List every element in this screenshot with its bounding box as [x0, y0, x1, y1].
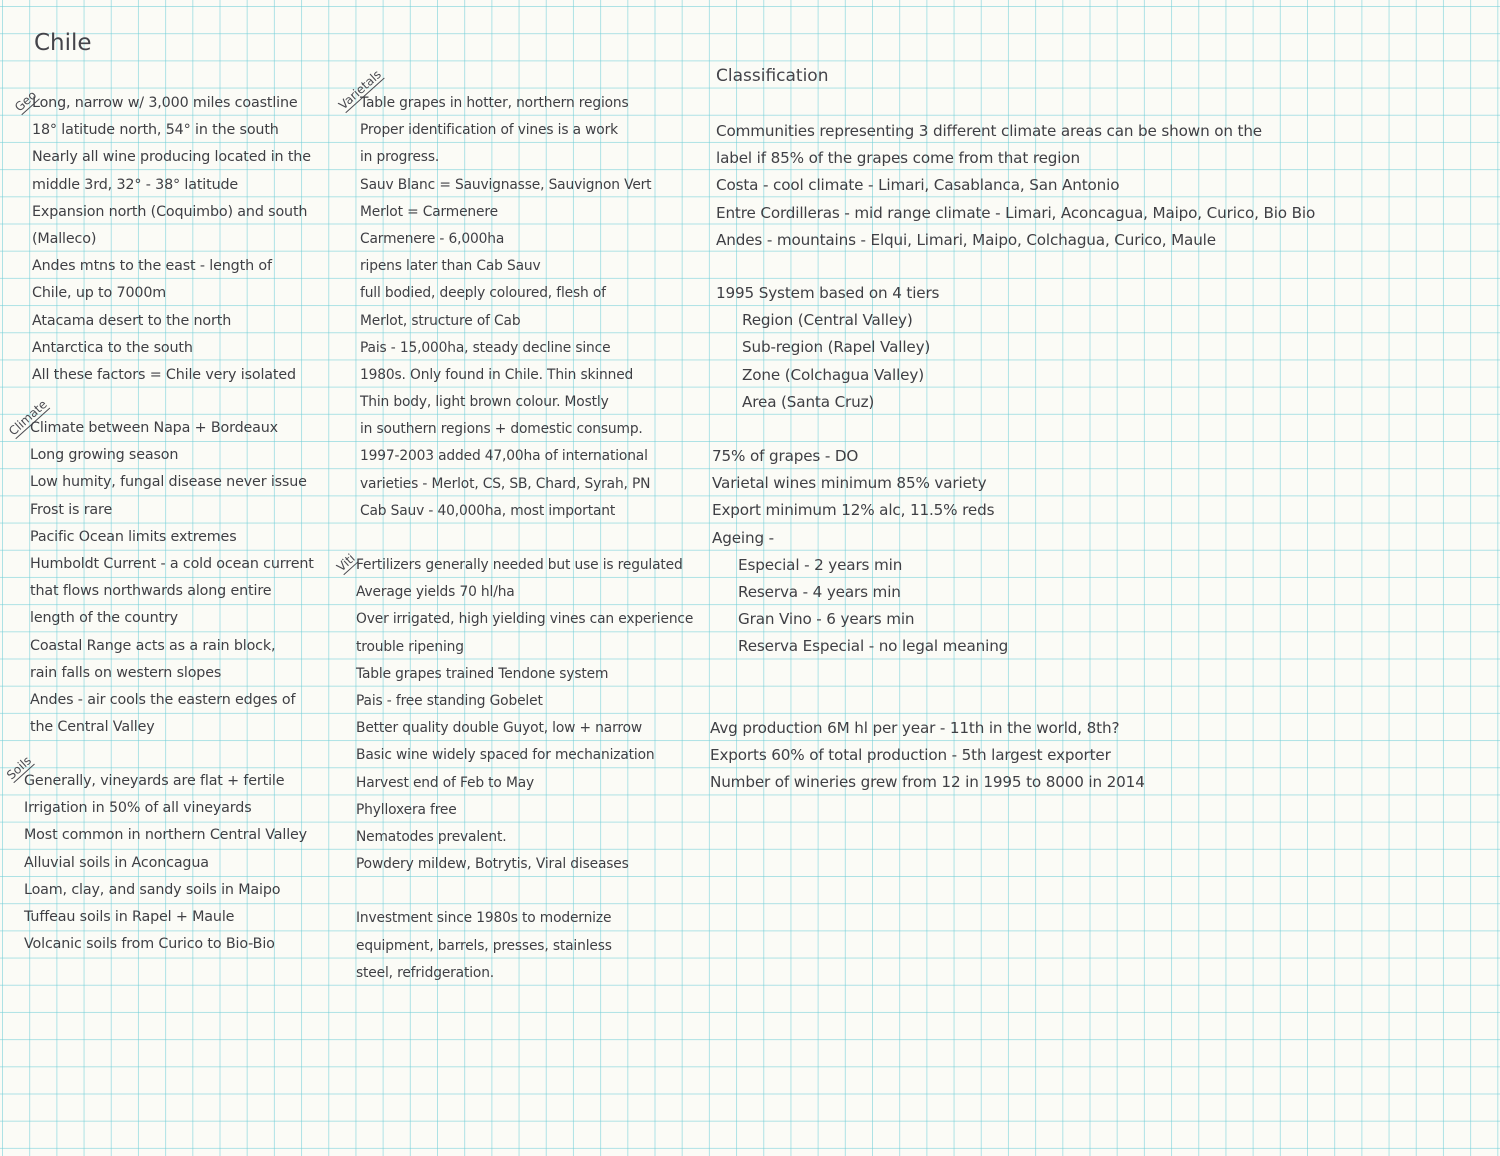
note-line: Irrigation in 50% of all vineyards — [24, 800, 252, 817]
note-line: Proper identification of vines is a work — [360, 122, 618, 139]
ageing-line: Especial - 2 years min — [738, 555, 903, 574]
ageing-line: Reserva - 4 years min — [738, 582, 901, 601]
rules-notes — [712, 443, 1008, 661]
note-line: Nematodes prevalent. — [356, 828, 507, 845]
note-line: Pais - 15,000ha, steady decline since — [360, 339, 611, 356]
note-line: Powdery mildew, Botrytis, Viral diseases — [356, 856, 629, 873]
note-line: Alluvial soils in Aconcagua — [24, 854, 209, 871]
note-line: Entre Cordilleras - mid range climate - Limari, Aconcagua, Maipo, Curico, Bio Bio — [716, 203, 1316, 222]
note-line: trouble ripening — [356, 638, 464, 655]
note-line: Sauv Blanc = Sauvignasse, Sauvignon Vert — [360, 176, 652, 193]
tier-line: Area (Santa Cruz) — [742, 392, 875, 411]
note-line: 1980s. Only found in Chile. Thin skinned — [360, 366, 634, 383]
climate-notes — [30, 415, 314, 741]
note-line: Chile, up to 7000m — [32, 285, 167, 302]
note-line: 1997-2003 added 47,00ha of international — [360, 448, 648, 465]
note-line: middle 3rd, 32° - 38° latitude — [32, 176, 239, 193]
note-line: Humboldt Current - a cold ocean current — [30, 555, 314, 572]
note-line: Merlot, structure of Cab — [360, 312, 521, 329]
note-line: Long, narrow w/ 3,000 miles coastline — [32, 95, 298, 111]
note-line: Loam, clay, and sandy soils in Maipo — [24, 881, 281, 898]
note-line: equipment, barrels, presses, stainless — [356, 937, 612, 954]
note-line: Antarctica to the south — [32, 339, 193, 356]
note-line: Export minimum 12% alc, 11.5% reds — [712, 501, 995, 520]
note-line: Over irrigated, high yielding vines can experience — [356, 611, 694, 628]
note-line: ripens later than Cab Sauv — [360, 258, 541, 275]
note-line: Pais - free standing Gobelet — [356, 692, 543, 709]
note-line: (Malleco) — [32, 230, 97, 247]
ageing-line: Gran Vino - 6 years min — [738, 610, 915, 629]
classification-heading: Classification — [716, 66, 829, 86]
note-line: Andes mtns to the east - length of — [32, 258, 272, 275]
note-line: Average yields 70 hl/ha — [356, 584, 515, 601]
note-line: Nearly all wine producing located in the — [32, 149, 311, 166]
note-line: Tuffeau soils in Rapel + Maule — [24, 908, 235, 925]
note-line: Table grapes trained Tendone system — [356, 665, 609, 682]
note-line: in southern regions + domestic consump. — [360, 421, 643, 438]
geo-notes — [32, 90, 311, 389]
note-line: that flows northwards along entire — [30, 583, 272, 600]
note-line: Table grapes in hotter, northern regions — [360, 95, 629, 111]
note-line: Costa - cool climate - Limari, Casablanca, San Antonio — [716, 176, 1120, 195]
note-line: the Central Valley — [30, 719, 155, 736]
note-line: Expansion north (Coquimbo) and south — [32, 203, 308, 220]
note-line: steel, refridgeration. — [356, 964, 495, 981]
note-line: 75% of grapes - DO — [712, 447, 859, 465]
note-line: Cab Sauv - 40,000ha, most important — [360, 502, 616, 519]
note-line: Andes - mountains - Elqui, Limari, Maipo, Colchagua, Curico, Maule — [716, 230, 1216, 249]
note-line: Generally, vineyards are flat + fertile — [24, 773, 285, 789]
note-line: rain falls on western slopes — [30, 664, 222, 681]
section-label-soils: Soils — [4, 753, 35, 783]
note-line: Basic wine widely spaced for mechanization — [356, 747, 655, 764]
note-line: 18° latitude north, 54° in the south — [32, 122, 279, 139]
note-line: Pacific Ocean limits extremes — [30, 528, 237, 545]
note-line: Low humity, fungal disease never issue — [30, 474, 307, 491]
note-line: Fertilizers generally needed but use is regulated — [356, 557, 683, 573]
section-label-geo: Geo — [12, 87, 40, 115]
note-line: Thin body, light brown colour. Mostly — [360, 394, 609, 411]
note-line: label if 85% of the grapes come from that region — [716, 149, 1080, 168]
blank-line — [356, 878, 693, 905]
ageing-line: Reserva Especial - no legal meaning — [738, 637, 1009, 656]
tier-line: Sub-region (Rapel Valley) — [742, 338, 931, 357]
note-line: varieties - Merlot, CS, SB, Chard, Syrah, PN — [360, 475, 651, 492]
tier-line: Zone (Colchagua Valley) — [742, 365, 924, 384]
note-line: Most common in northern Central Valley — [24, 827, 307, 844]
note-line: Phylloxera free — [356, 801, 457, 818]
note-line: length of the country — [30, 610, 178, 627]
note-line: Number of wineries grew from 12 in 1995 to 8000 in 2014 — [710, 773, 1145, 792]
varietals-notes — [360, 90, 651, 525]
system-notes — [716, 280, 939, 416]
viti-notes — [356, 552, 693, 987]
note-line: Coastal Range acts as a rain block, — [30, 637, 276, 654]
note-line: full bodied, deeply coloured, flesh of — [360, 285, 606, 302]
note-line: Andes - air cools the eastern edges of — [30, 691, 296, 708]
classification-notes — [716, 118, 1315, 254]
note-line: Long growing season — [30, 447, 179, 464]
note-line: 1995 System based on 4 tiers — [716, 284, 940, 302]
note-line: Ageing - — [712, 528, 774, 547]
note-line: Varietal wines minimum 85% variety — [712, 474, 987, 493]
note-line: Merlot = Carmenere — [360, 203, 498, 220]
production-notes — [710, 715, 1145, 797]
note-line: Avg production 6M hl per year - 11th in the world, 8th? — [710, 719, 1120, 737]
note-line: Better quality double Guyot, low + narrow — [356, 720, 642, 737]
soils-notes — [24, 768, 307, 958]
note-line: Volcanic soils from Curico to Bio-Bio — [24, 936, 275, 953]
note-line: All these factors = Chile very isolated — [32, 366, 296, 383]
note-line: Communities representing 3 different climate areas can be shown on the — [716, 122, 1262, 140]
section-label-varietals: Varietals — [336, 67, 384, 113]
note-line: in progress. — [360, 149, 440, 166]
section-label-climate: Climate — [6, 397, 50, 439]
page-title: Chile — [34, 30, 92, 56]
note-line: Exports 60% of total production - 5th largest exporter — [710, 746, 1111, 765]
tier-line: Region (Central Valley) — [742, 311, 913, 330]
note-line: Carmenere - 6,000ha — [360, 230, 505, 247]
note-line: Investment since 1980s to modernize — [356, 910, 612, 927]
section-label-viti: Viti — [334, 551, 358, 575]
note-line: Climate between Napa + Bordeaux — [30, 420, 278, 436]
note-line: Frost is rare — [30, 501, 113, 518]
note-line: Atacama desert to the north — [32, 312, 232, 329]
note-line: Harvest end of Feb to May — [356, 774, 535, 791]
